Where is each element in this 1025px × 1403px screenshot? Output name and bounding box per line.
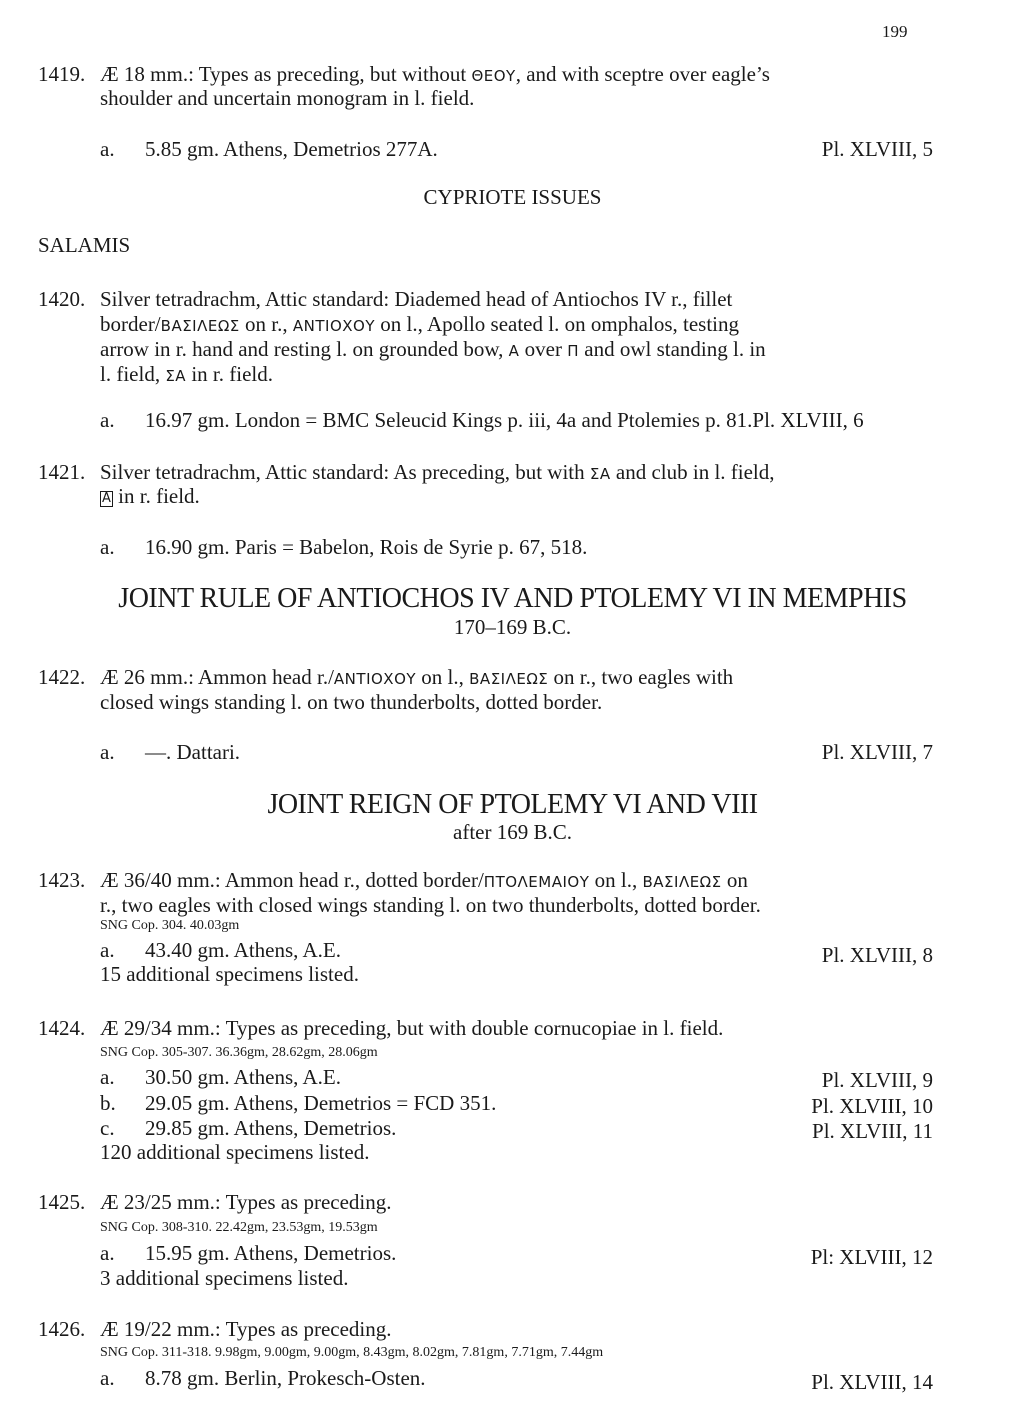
- text: Æ 18 mm.: Types as preceding, but without: [100, 62, 472, 86]
- plate-reference: Pl. XLVIII, 5: [821, 137, 933, 161]
- entry-description-line: [100, 665, 733, 691]
- sng-reference: SNG Cop. 305-307. 36.36gm, 28.62gm, 28.06gm: [100, 1045, 378, 1060]
- greek-legend: ΘΕΟΥ: [471, 67, 516, 85]
- greek-legend: ΠΤΟΛΕΜΑΙΟΥ: [483, 873, 590, 891]
- specimen-letter: a.: [100, 408, 115, 432]
- additional-specimens: 120 additional specimens listed.: [100, 1140, 370, 1164]
- text: on r., two eagles with: [548, 665, 734, 689]
- greek-legend: ΒΑΣΙΛΕΩΣ: [642, 873, 722, 891]
- specimen-text: —. Dattari.: [145, 740, 241, 764]
- entry-description-line: [100, 362, 273, 388]
- text: on r.,: [239, 312, 293, 336]
- section-date: 170–169 B.C.: [453, 615, 572, 639]
- sng-reference: SNG Cop. 308-310. 22.42gm, 23.53gm, 19.53gm: [100, 1220, 378, 1235]
- text: on l., Apollo seated l. on omphalos, testing: [375, 312, 739, 336]
- entry-description-line: closed wings standing l. on two thunderbolts, dotted border.: [100, 690, 603, 714]
- entry-description-line: [100, 868, 748, 894]
- entry-number: 1424.: [38, 1016, 86, 1040]
- greek-legend: ΣΑ: [589, 465, 611, 483]
- additional-specimens: 3 additional specimens listed.: [100, 1266, 349, 1290]
- entry-number: 1425.: [38, 1190, 86, 1214]
- specimen-text: 29.85 gm. Athens, Demetrios.: [145, 1116, 397, 1140]
- section-heading-joint-reign: JOINT REIGN OF PTOLEMY VI AND VIII: [267, 789, 758, 820]
- entry-number: 1422.: [38, 665, 86, 689]
- plate-reference: Pl. XLVIII, 9: [821, 1068, 933, 1092]
- text: on l.,: [589, 868, 643, 892]
- entry-description-line: [100, 337, 766, 363]
- plate-reference: Pl. XLVIII, 10: [811, 1094, 933, 1118]
- specimen-text: 16.90 gm. Paris = Babelon, Rois de Syrie p. 67, 518.: [145, 535, 588, 559]
- entry-description-line: Silver tetradrachm, Attic standard: Diademed head of Antiochos IV r., fillet: [100, 287, 733, 311]
- text: Æ 36/40 mm.: Ammon head r., dotted border/: [100, 868, 484, 892]
- greek-legend: ΒΑΣΙΛΕΩΣ: [469, 670, 549, 688]
- entry-description-line: r., two eagles with closed wings standing l. on two thunderbolts, dotted border.: [100, 893, 761, 917]
- section-subheading-salamis: SALAMIS: [38, 233, 131, 257]
- text: and owl standing l. in: [579, 337, 766, 361]
- text: arrow in r. hand and resting l. on grounded bow,: [100, 337, 509, 361]
- sng-reference: SNG Cop. 311-318. 9.98gm, 9.00gm, 9.00gm, 8.43gm, 8.02gm, 7.81gm, 7.71gm, 7.44gm: [100, 1345, 604, 1360]
- sng-reference: SNG Cop. 304. 40.03gm: [100, 918, 240, 933]
- section-date: after 169 B.C.: [453, 820, 572, 844]
- section-heading-cypriote: CYPRIOTE ISSUES: [423, 185, 602, 209]
- specimen-letter: b.: [100, 1091, 116, 1115]
- text: Æ 26 mm.: Ammon head r./: [100, 665, 334, 689]
- specimen-text: 43.40 gm. Athens, A.E.: [145, 938, 342, 962]
- specimen-letter: a.: [100, 137, 115, 161]
- entry-number: 1420.: [38, 287, 86, 311]
- specimen-text: 29.05 gm. Athens, Demetrios = FCD 351.: [145, 1091, 497, 1115]
- specimen-letter: c.: [100, 1116, 115, 1140]
- text: border/: [100, 312, 161, 336]
- specimen-letter: a.: [100, 1241, 115, 1265]
- plate-reference: Pl. XLVIII, 14: [811, 1370, 933, 1394]
- plate-reference: Pl. XLVIII, 11: [812, 1119, 933, 1143]
- entry-description-line: [100, 62, 770, 88]
- specimen-text: 16.97 gm. London = BMC Seleucid Kings p. iii, 4a and Ptolemies p. 81.Pl. XLVIII, 6: [145, 408, 864, 432]
- additional-specimens: 15 additional specimens listed.: [100, 962, 359, 986]
- text: in r. field.: [186, 362, 273, 386]
- text: and club in l. field,: [610, 460, 775, 484]
- greek-legend: ΑΝΤΙΟΧΟΥ: [333, 670, 417, 688]
- specimen-text: 8.78 gm. Berlin, Prokesch-Osten.: [145, 1366, 426, 1390]
- specimen-letter: a.: [100, 535, 115, 559]
- text: on l.,: [416, 665, 470, 689]
- specimen-letter: a.: [100, 1065, 115, 1089]
- plate-reference: Pl. XLVIII, 7: [821, 740, 933, 764]
- specimen-text: 5.85 gm. Athens, Demetrios 277A.: [145, 137, 438, 161]
- monogram-glyph: Α: [102, 491, 111, 506]
- greek-legend: ΑΝΤΙΟΧΟΥ: [292, 317, 376, 335]
- greek-legend: ΣΑ: [165, 367, 187, 385]
- specimen-letter: a.: [100, 938, 115, 962]
- page-number: 199: [882, 22, 908, 41]
- entry-number: 1426.: [38, 1317, 86, 1341]
- section-heading-joint-rule: JOINT RULE OF ANTIOCHOS IV AND PTOLEMY VI IN MEMPHIS: [118, 583, 907, 614]
- specimen-text: 30.50 gm. Athens, A.E.: [145, 1065, 342, 1089]
- entry-number: 1421.: [38, 460, 86, 484]
- text: on: [721, 868, 748, 892]
- specimen-letter: a.: [100, 1366, 115, 1390]
- text: over: [519, 337, 568, 361]
- entry-description-line: Æ 23/25 mm.: Types as preceding.: [100, 1190, 392, 1214]
- entry-description-line: Æ 19/22 mm.: Types as preceding.: [100, 1317, 392, 1341]
- entry-description-line: Æ 29/34 mm.: Types as preceding, but with double cornucopiae in l. field.: [100, 1016, 724, 1040]
- text: , and with sceptre over eagle’s: [515, 62, 770, 86]
- entry-description-line: [100, 312, 739, 338]
- plate-reference: Pl: XLVIII, 12: [810, 1245, 933, 1269]
- text: in r. field.: [112, 484, 200, 508]
- monogram-glyph: Α: [508, 342, 520, 360]
- entry-description-line: [100, 484, 200, 508]
- entry-description-line: shoulder and uncertain monogram in l. field.: [100, 86, 475, 110]
- text: l. field,: [100, 362, 166, 386]
- greek-legend: ΒΑΣΙΛΕΩΣ: [160, 317, 240, 335]
- plate-reference: Pl. XLVIII, 8: [821, 943, 933, 967]
- specimen-text: 15.95 gm. Athens, Demetrios.: [145, 1241, 397, 1265]
- specimen-letter: a.: [100, 740, 115, 764]
- entry-number: 1419.: [38, 62, 86, 86]
- entry-number: 1423.: [38, 868, 86, 892]
- monogram-glyph: Π: [567, 342, 580, 360]
- entry-description-line: [100, 460, 775, 486]
- text: Silver tetradrachm, Attic standard: As preceding, but with: [100, 460, 590, 484]
